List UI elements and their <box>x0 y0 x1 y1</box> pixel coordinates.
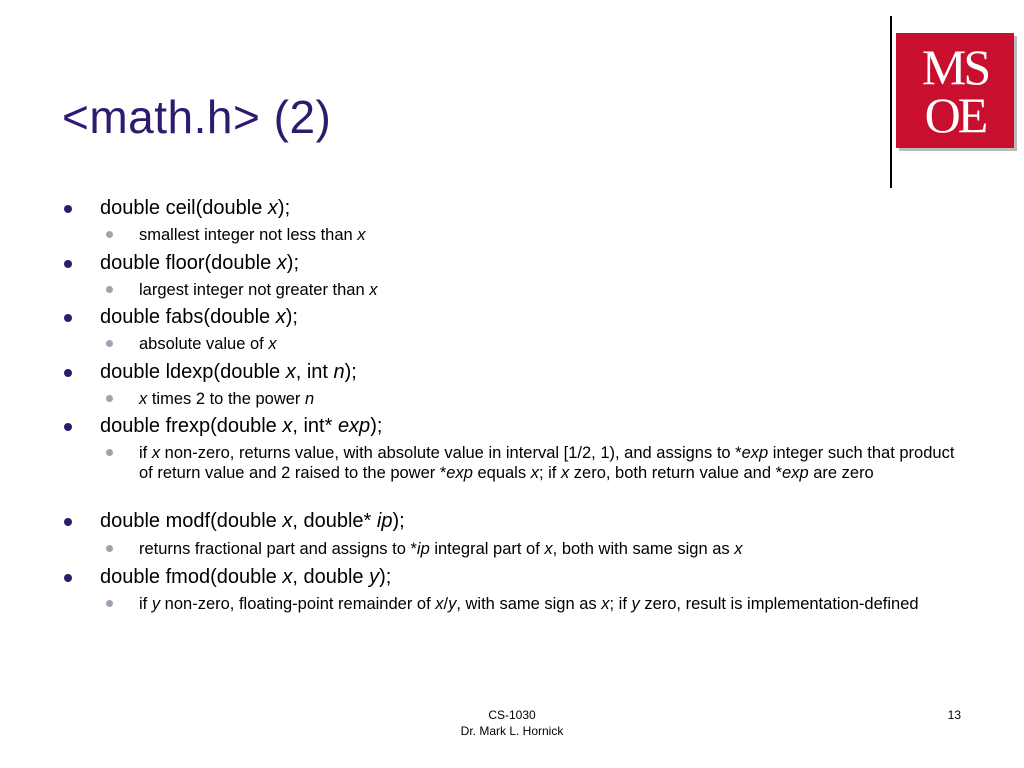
italic-text-run: x <box>544 540 553 558</box>
italic-text-run: x <box>282 510 293 532</box>
text-run: ); <box>392 510 405 532</box>
italic-text-run: x <box>357 226 366 244</box>
bullet-ldexp <box>100 360 357 384</box>
text-run: double floor(double <box>100 252 277 274</box>
text-run: ; if <box>609 595 632 613</box>
italic-text-run: y <box>448 595 457 613</box>
text-run: non-zero, floating-point remainder of <box>160 595 436 613</box>
footer-course: CS-1030 <box>488 708 536 722</box>
text-run: double fmod(double <box>100 566 283 588</box>
sub-bullet-fabs <box>139 334 959 354</box>
text-run: ); <box>344 361 357 383</box>
text-run: , int <box>295 361 334 383</box>
text-run: , double* <box>292 510 377 532</box>
italic-text-run: x <box>435 595 444 613</box>
sub-bullet-floor <box>139 280 959 300</box>
italic-text-run: ip <box>416 540 430 558</box>
text-run: if <box>139 444 152 462</box>
text-run: absolute value of <box>139 335 269 353</box>
footer-author: Dr. Mark L. Hornick <box>460 724 564 738</box>
text-run: ); <box>286 252 300 274</box>
text-run: double ceil(double <box>100 197 268 219</box>
italic-text-run: y <box>369 566 380 588</box>
sub-bullet-ceil <box>139 225 959 245</box>
italic-text-run: x <box>560 464 570 482</box>
italic-text-run: x <box>276 252 287 274</box>
text-run: double fabs(double <box>100 306 276 328</box>
bullet-ceil <box>100 196 290 220</box>
sub-bullet-fmod <box>139 594 959 614</box>
bullet-modf <box>100 509 405 533</box>
text-run: ); <box>379 566 392 588</box>
italic-text-run: x <box>734 540 743 558</box>
footer <box>412 707 612 739</box>
text-run: double frexp(double <box>100 415 283 437</box>
italic-text-run: x <box>139 390 148 408</box>
text-run: , int* <box>292 415 338 437</box>
text-run: largest integer not greater than <box>139 281 370 299</box>
page-number: 13 <box>947 708 961 722</box>
text-run: are zero <box>808 464 874 482</box>
text-run: ); <box>285 306 298 328</box>
italic-text-run: x <box>285 361 296 383</box>
text-run: , with same sign as <box>456 595 602 613</box>
slide-title: <math.h> (2) <box>62 91 332 143</box>
italic-text-run: n <box>333 361 345 383</box>
italic-text-run: x <box>267 197 278 219</box>
italic-text-run: x <box>151 444 161 462</box>
text-run: non-zero, returns value, with absolute value in interval [1/2, 1), and assigns to * <box>160 444 742 462</box>
italic-text-run: x <box>268 335 277 353</box>
sub-bullet-ldexp <box>139 389 959 409</box>
text-run: , double <box>292 566 370 588</box>
text-run: integral part of <box>429 540 545 558</box>
italic-text-run: x <box>601 595 610 613</box>
italic-text-run: x <box>275 306 286 328</box>
text-run: returns fractional part and assigns to * <box>139 540 417 558</box>
italic-text-run: n <box>305 390 315 408</box>
italic-text-run: ip <box>376 510 393 532</box>
italic-text-run: exp <box>337 415 371 437</box>
italic-text-run: y <box>151 595 161 613</box>
text-run: zero, result is implementation-defined <box>639 595 919 613</box>
italic-text-run: x <box>282 566 293 588</box>
text-run: , both with same sign as <box>552 540 735 558</box>
italic-text-run: exp <box>782 464 809 482</box>
bullet-fabs <box>100 305 298 329</box>
logo-line-2: OE <box>924 86 986 143</box>
sub-bullet-modf <box>139 539 959 559</box>
bullet-floor <box>100 251 299 275</box>
text-run: / <box>443 595 449 613</box>
italic-text-run: y <box>631 595 640 613</box>
italic-text-run: x <box>369 281 378 299</box>
text-run: ); <box>370 415 383 437</box>
msoe-logo <box>896 33 1014 148</box>
text-run: zero, both return value and * <box>569 464 783 482</box>
text-run: ); <box>277 197 291 219</box>
title-divider <box>890 16 892 188</box>
text-run: integer such that product of return value and 2 raised to the power * <box>139 444 955 482</box>
bullet-frexp <box>100 414 382 438</box>
text-run: equals <box>472 464 531 482</box>
italic-text-run: exp <box>446 464 473 482</box>
italic-text-run: exp <box>741 444 769 462</box>
italic-text-run: x <box>282 415 293 437</box>
text-run: double ldexp(double <box>100 361 286 383</box>
logo-line-1: MS <box>921 38 989 95</box>
bullet-fmod <box>100 565 391 589</box>
text-run: if <box>139 595 152 613</box>
sub-bullet-frexp <box>139 443 959 483</box>
text-run: ; if <box>538 464 561 482</box>
text-run: double modf(double <box>100 510 283 532</box>
text-run: smallest integer not less than <box>139 226 358 244</box>
italic-text-run: x <box>530 464 539 482</box>
text-run: times 2 to the power <box>147 390 305 408</box>
